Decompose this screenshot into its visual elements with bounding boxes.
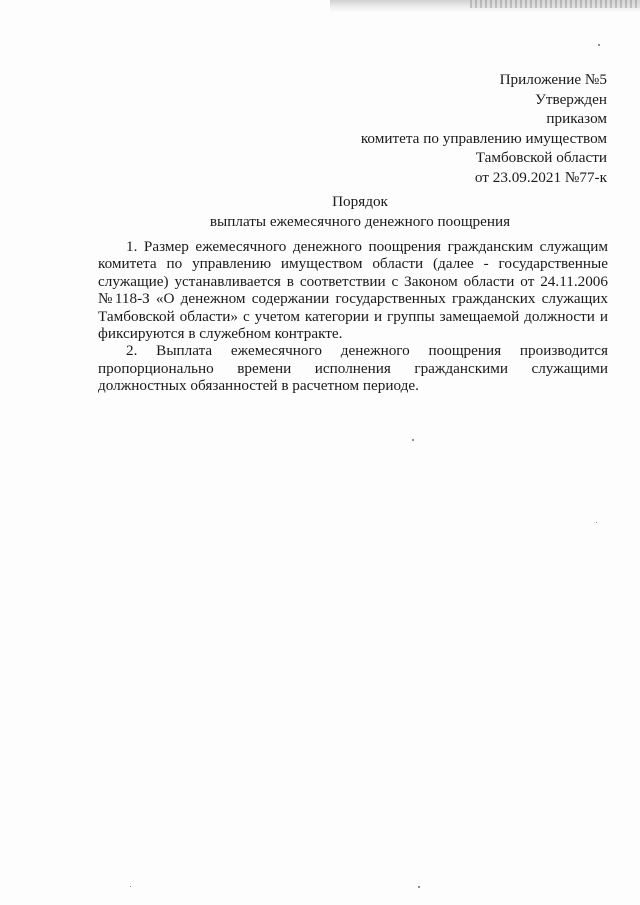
committee-name: комитета по управлению имуществом [360,129,607,147]
approval-block [361,70,607,188]
paragraph-1: 1. Размер ежемесячного денежного поощрения гражданским служащим комитета по управлению имуществом области (далее - государственные служащие) устанавливается в соответствии с Законом области от 24.11.2006 №118-З «О денежном содержании государственных гражданских служащих Тамбовской области» с учетом категории и группы замещаемой должности и фиксируются в служебном контракте. [98,238,608,343]
region-name: Тамбовской области [475,149,607,167]
document-body [98,238,608,395]
order-label: приказом [546,110,607,128]
scan-speck [418,886,420,888]
paragraph-2: 2. Выплата ежемесячного денежного поощрения производится пропорционально времени исполнения гражданскими служащими должностных обязанностей в расчетном периоде. [98,342,608,395]
title-heading: Порядок [332,193,388,210]
appendix-number: Приложение №5 [499,71,607,88]
title-subheading: выплаты ежемесячного денежного поощрения [209,212,511,230]
document-title [0,192,640,231]
scan-artifact-texture [470,0,640,8]
order-date-number: от 23.09.2021 №77-к [474,168,607,186]
scan-speck [130,886,131,887]
approved-label: Утвержден [535,90,607,108]
scan-speck [598,44,600,46]
scan-speck [412,439,414,441]
scan-speck [596,522,597,523]
